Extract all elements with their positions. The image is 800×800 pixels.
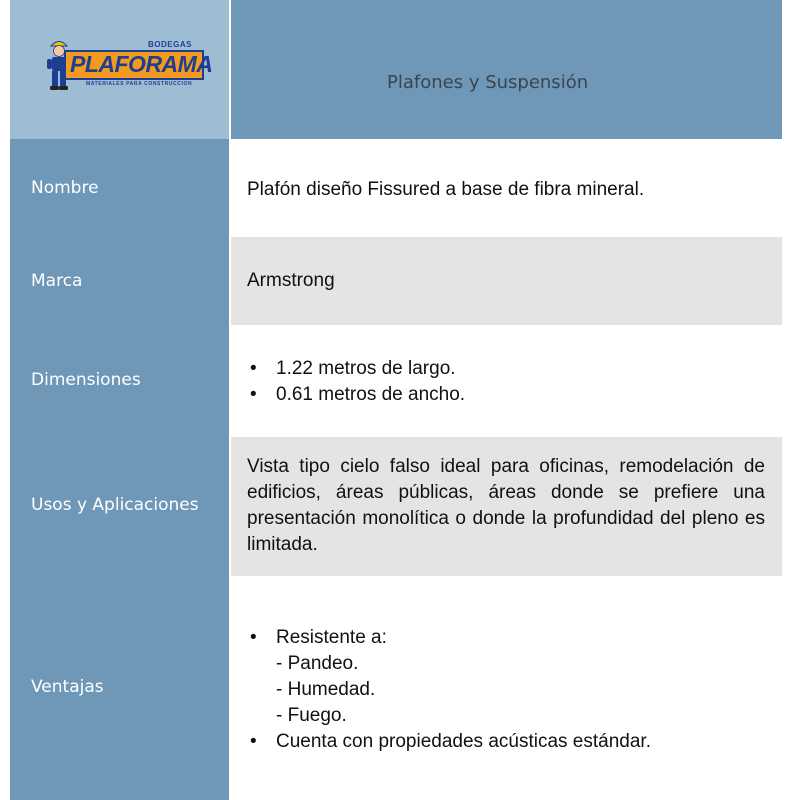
- bullet: •: [250, 358, 257, 379]
- list-item-text: Cuenta con propiedades acústicas estándar.: [276, 731, 651, 752]
- bullet: •: [250, 384, 257, 405]
- ventajas-list: [247, 625, 651, 755]
- bullet: •: [250, 627, 257, 648]
- row-nombre: [231, 139, 782, 237]
- plaforama-logo: [40, 38, 213, 96]
- logo-tagline: MATERIALES PARA CONSTRUCCION: [86, 81, 193, 87]
- list-item: [247, 729, 651, 755]
- page-title: Plafones y Suspensión: [387, 72, 589, 93]
- sub-item: - Fuego.: [276, 705, 347, 726]
- list-item-text: 1.22 metros de largo.: [276, 358, 456, 379]
- label-ventajas: Ventajas: [31, 677, 104, 697]
- list-item-text: 0.61 metros de ancho.: [276, 384, 466, 405]
- value-usos: Vista tipo cielo falso ideal para oficinas, remodelación de edificios, áreas públicas, áreas donde se prefiere una presentación monolítica o donde la profundidad del pleno es limitada.: [247, 456, 765, 555]
- header-cell: [231, 0, 782, 139]
- row-usos: [231, 437, 782, 576]
- label-usos: Usos y Aplicaciones: [31, 495, 199, 515]
- list-item-text: Resistente a:: [276, 627, 387, 648]
- label-marca: Marca: [31, 271, 83, 291]
- value-nombre: Plafón diseño Fissured a base de fibra mineral.: [247, 179, 645, 200]
- dimensiones-list: [247, 356, 465, 408]
- bullet: •: [250, 731, 257, 752]
- label-dimensiones: Dimensiones: [31, 370, 141, 390]
- value-marca: Armstrong: [247, 270, 335, 291]
- row-marca: [231, 237, 782, 325]
- label-nombre: Nombre: [31, 178, 99, 198]
- sub-item: - Pandeo.: [276, 653, 359, 674]
- row-ventajas: [231, 576, 782, 800]
- sub-item: - Humedad.: [276, 679, 376, 700]
- logo-wordmark: PLAFORAMA: [70, 51, 213, 77]
- list-item: [247, 356, 465, 382]
- list-item: [247, 382, 465, 408]
- list-item: [247, 625, 651, 651]
- row-dimensiones: [231, 325, 782, 437]
- logo-top-text: BODEGAS: [148, 40, 192, 49]
